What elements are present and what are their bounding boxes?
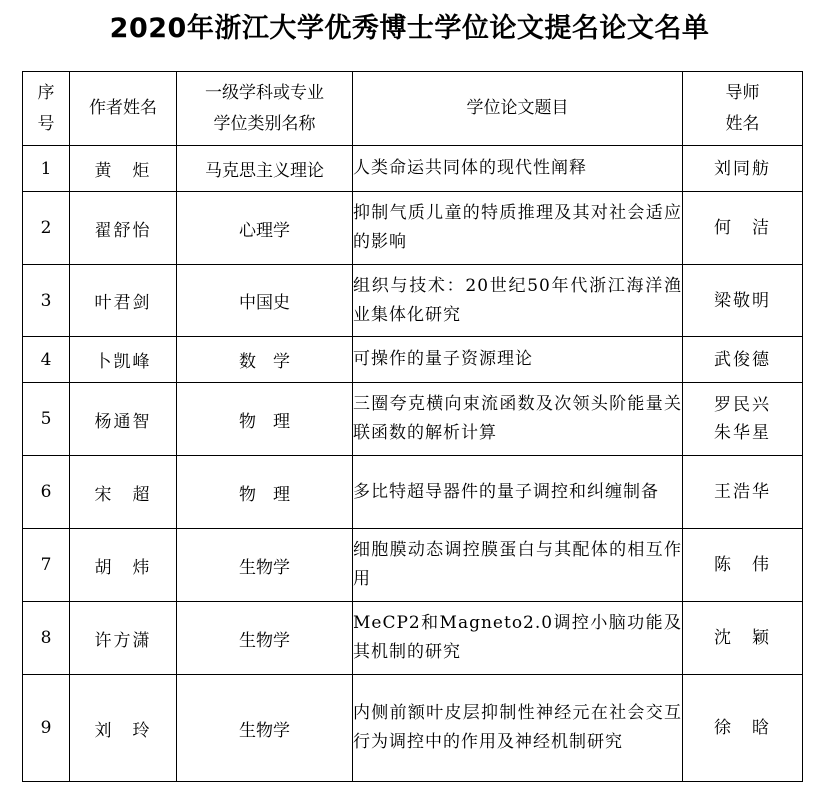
table-row (23, 675, 803, 782)
advisor-name: 何 洁 (714, 218, 771, 238)
advisor-name: 武俊德 (714, 349, 771, 370)
cell-subject: 数 学 (177, 337, 353, 383)
cell-no: 8 (23, 602, 70, 675)
cell-advisor (683, 192, 803, 265)
header-no (23, 72, 70, 146)
cell-title: 组织与技术：20世纪50年代浙江海洋渔业集体化研究 (353, 265, 683, 337)
cell-no: 2 (23, 192, 70, 265)
cell-author: 胡 炜 (70, 529, 177, 602)
header-subject-line: 一级学科或专业 (205, 82, 324, 103)
header-advisor-line: 姓名 (725, 113, 760, 134)
cell-advisor (683, 337, 803, 383)
cell-title: 细胞膜动态调控膜蛋白与其配体的相互作用 (353, 529, 683, 602)
cell-title: 多比特超导器件的量子调控和纠缠制备 (353, 456, 683, 529)
advisor-name: 徐 晗 (714, 718, 771, 738)
cell-title: 内侧前额叶皮层抑制性神经元在社会交互行为调控中的作用及神经机制研究 (353, 675, 683, 782)
table-row (23, 456, 803, 529)
table-row (23, 337, 803, 383)
cell-subject: 生物学 (177, 675, 353, 782)
cell-no: 1 (23, 146, 70, 192)
header-subject (177, 72, 353, 146)
table-body (23, 146, 803, 782)
cell-no: 7 (23, 529, 70, 602)
cell-subject: 物 理 (177, 456, 353, 529)
advisor-name: 罗民兴 (714, 395, 771, 415)
header-title: 学位论文题目 (353, 72, 683, 146)
cell-advisor (683, 602, 803, 675)
cell-title: 可操作的量子资源理论 (353, 337, 683, 383)
table-header-row (23, 72, 803, 146)
header-advisor-line: 导师 (725, 82, 760, 103)
cell-subject: 物 理 (177, 383, 353, 456)
cell-no: 5 (23, 383, 70, 456)
cell-title: MeCP2和Magneto2.0调控小脑功能及其机制的研究 (353, 602, 683, 675)
table-row (23, 383, 803, 456)
cell-advisor (683, 383, 803, 456)
cell-subject: 马克思主义理论 (177, 146, 353, 192)
cell-advisor (683, 146, 803, 192)
cell-author: 许方潇 (70, 602, 177, 675)
cell-title: 三圈夸克横向束流函数及次领头阶能量关联函数的解析计算 (353, 383, 683, 456)
cell-no: 3 (23, 265, 70, 337)
cell-no: 4 (23, 337, 70, 383)
advisor-name: 朱华星 (714, 423, 771, 443)
table-row (23, 192, 803, 265)
cell-title: 抑制气质儿童的特质推理及其对社会适应的影响 (353, 192, 683, 265)
advisor-name: 梁敬明 (714, 290, 771, 311)
cell-subject: 中国史 (177, 265, 353, 337)
cell-author: 叶君剑 (70, 265, 177, 337)
cell-title: 人类命运共同体的现代性阐释 (353, 146, 683, 192)
cell-subject: 心理学 (177, 192, 353, 265)
header-no-line: 序 (37, 82, 55, 103)
cell-advisor (683, 265, 803, 337)
cell-author: 卜凯峰 (70, 337, 177, 383)
cell-subject: 生物学 (177, 529, 353, 602)
page-title: 2020年浙江大学优秀博士学位论文提名论文名单 (109, 13, 710, 44)
cell-author: 刘 玲 (70, 675, 177, 782)
nomination-table (22, 71, 803, 782)
cell-advisor (683, 456, 803, 529)
cell-author: 杨通智 (70, 383, 177, 456)
cell-author: 翟舒怡 (70, 192, 177, 265)
header-subject-line: 学位类别名称 (213, 113, 316, 134)
advisor-name: 沈 颖 (714, 628, 771, 648)
table-row (23, 529, 803, 602)
advisor-name: 刘同舫 (714, 158, 771, 179)
table-row (23, 602, 803, 675)
header-author: 作者姓名 (70, 72, 177, 146)
header-advisor (683, 72, 803, 146)
cell-author: 黄 炬 (70, 146, 177, 192)
cell-advisor (683, 675, 803, 782)
cell-no: 6 (23, 456, 70, 529)
advisor-name: 陈 伟 (714, 555, 771, 575)
header-no-line: 号 (37, 113, 55, 134)
table-row (23, 265, 803, 337)
advisor-name: 王浩华 (714, 482, 771, 502)
cell-subject: 生物学 (177, 602, 353, 675)
cell-advisor (683, 529, 803, 602)
table-row (23, 146, 803, 192)
cell-no: 9 (23, 675, 70, 782)
cell-author: 宋 超 (70, 456, 177, 529)
